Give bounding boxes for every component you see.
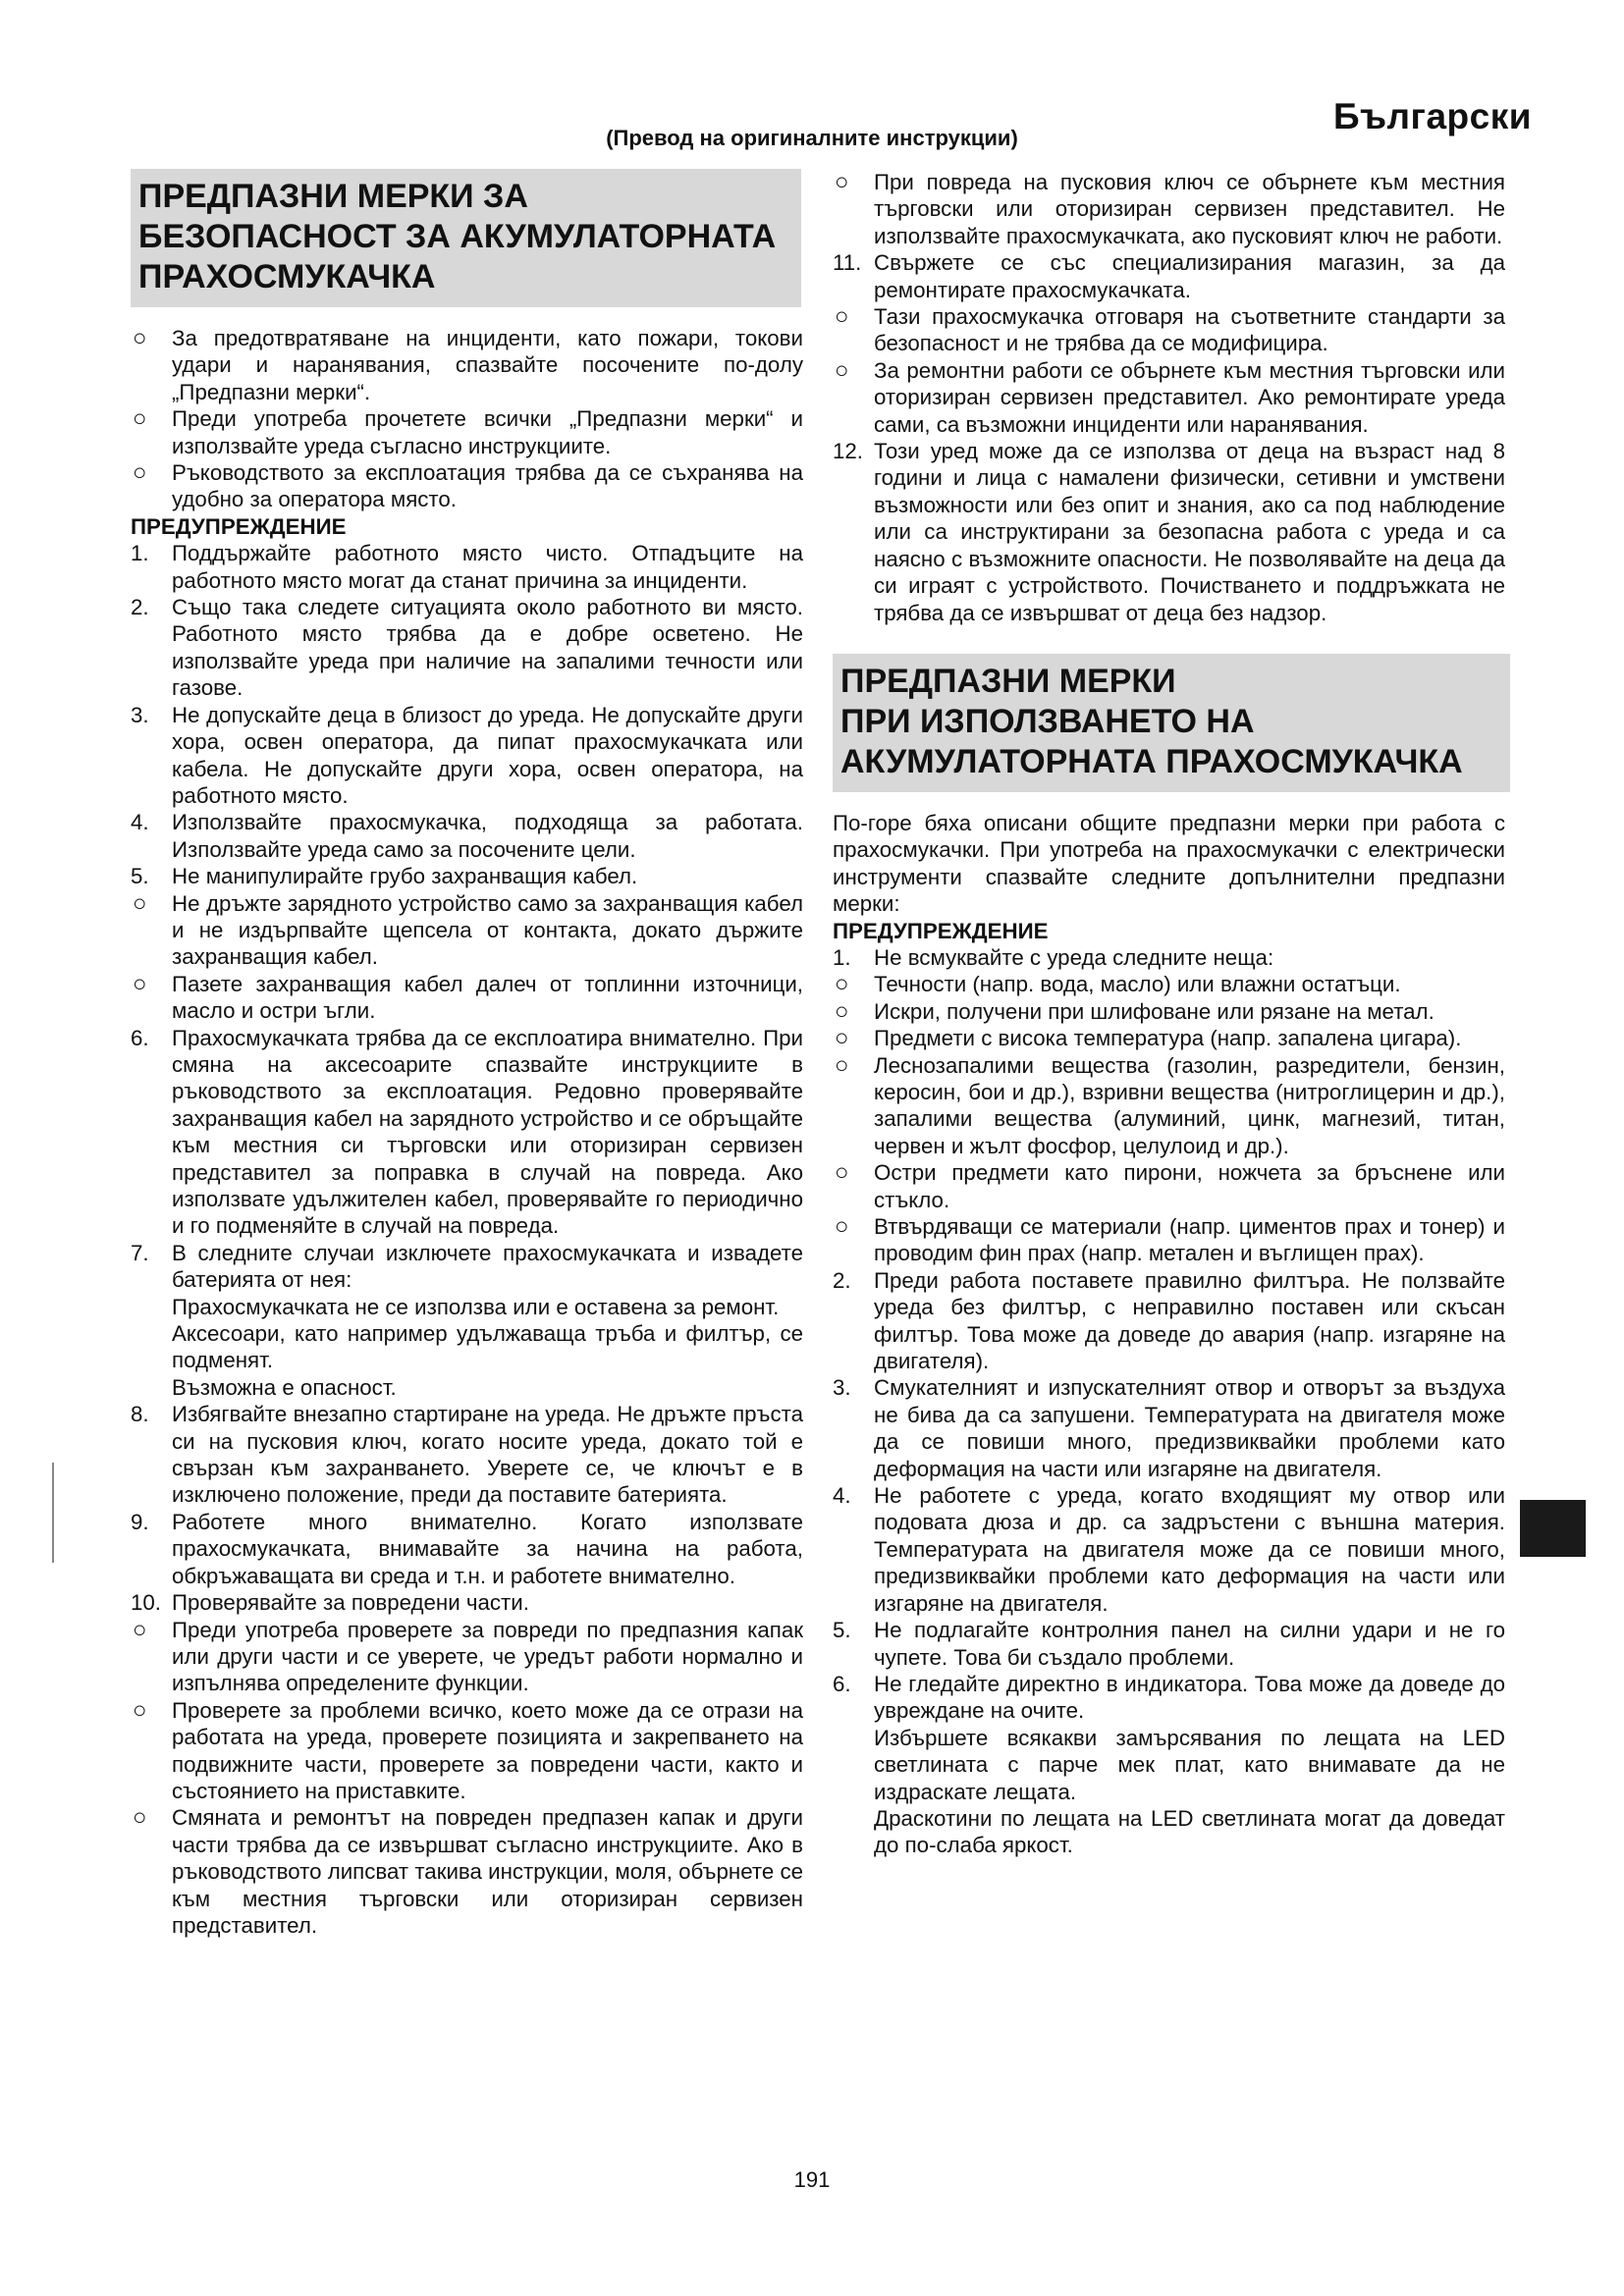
item-number: 1. bbox=[833, 944, 851, 970]
item-number: 3. bbox=[833, 1375, 851, 1401]
item-text: Този уред може да се използва от деца на възраст над 8 години и лица с намалени физически, сетивни и умствени възможности или без опит и знания, ако са под наблюдение или са инструктирани за безопасна работа с уреда и са наясно с възможните опасности. Не позволявайте на деца да си играят с устройството. Почистването и поддръжката не трябва да се извършват от деца без надзор. bbox=[874, 439, 1505, 625]
bullet-circle-icon: ○ bbox=[133, 970, 147, 997]
list-item bbox=[131, 1374, 803, 1401]
item-number: 1. bbox=[131, 541, 149, 566]
list-item bbox=[833, 1052, 1505, 1160]
bullet-circle-icon: ○ bbox=[133, 459, 147, 487]
item-text: Преди употреба прочетете всички „Предпазни мерки“ и използвайте уреда съгласно инструкциите. bbox=[172, 406, 803, 458]
list-item bbox=[833, 944, 1505, 971]
bullet-circle-icon: ○ bbox=[133, 1616, 147, 1643]
item-number: 6. bbox=[131, 1025, 149, 1050]
right-column bbox=[833, 169, 1505, 1859]
left-column bbox=[131, 169, 803, 1939]
list-item bbox=[833, 1159, 1505, 1213]
item-number: 12. bbox=[833, 439, 863, 464]
warning-label: ПРЕДУПРЕЖДЕНИЕ bbox=[131, 513, 347, 539]
bullet-circle-icon: ○ bbox=[133, 1804, 147, 1832]
list-item bbox=[131, 1294, 803, 1320]
list-item bbox=[131, 594, 803, 702]
list-item bbox=[833, 169, 1505, 249]
item-text: Не подлагайте контролния панел на силни удари и не го чупете. Това би създало проблеми. bbox=[874, 1618, 1505, 1670]
item-text: Пазете захранващия кабел далеч от топлинни източници, масло и остри ъгли. bbox=[172, 971, 803, 1024]
item-number: 3. bbox=[131, 702, 149, 727]
item-text: Драскотини по лещата на LED светлината могат да доведат до по-слаба яркост. bbox=[874, 1805, 1505, 1858]
list-item bbox=[131, 405, 803, 459]
item-text: Ръководството за експлоатация трябва да се съхранява на удобно за оператора място. bbox=[172, 460, 803, 512]
item-text: Свържете се със специализирания магазин, за да ремонтирате прахосмукачката. bbox=[874, 250, 1505, 302]
item-number: 2. bbox=[833, 1267, 851, 1293]
bullet-circle-icon: ○ bbox=[835, 1159, 849, 1187]
list-item bbox=[833, 998, 1505, 1025]
item-text: Смукателният и изпускателният отвор и отворът за въздуха не бива да са запушени. Температурата на двигателя може да се повиши много, предизвиквайки проблеми като деформация на части или изгаряне на двигателя. bbox=[874, 1375, 1505, 1481]
item-text: Проверете за проблеми всичко, което може да се отрази на работата на уреда, проверете позицията и закрепването на подвижните части, проверете за повредени части, както и състоянието на приставките. bbox=[172, 1697, 803, 1803]
item-text: Не дръжте зарядното устройство само за захранващия кабел и не издърпвайте щепсела от контакта, докато държите захранващия кабел. bbox=[172, 890, 803, 970]
list-item bbox=[833, 1617, 1505, 1671]
item-text: Избягвайте внезапно стартиране на уреда. Не дръжте пръста си на пусковия ключ, когато носите уреда, докато той е свързан към захранването. Уверете се, че ключът е в изключено положение, преди да поставите батерията. bbox=[172, 1402, 803, 1508]
item-text: Предмети с висока температура (напр. запалена цигара). bbox=[874, 1026, 1462, 1051]
item-text: Работете много внимателно. Когато използвате прахосмукачката, внимавайте за начина на работа, обкръжаващата ви среда и т.н. и работете внимателно. bbox=[172, 1509, 803, 1588]
bullet-circle-icon: ○ bbox=[835, 169, 849, 195]
item-number: 8. bbox=[131, 1402, 149, 1427]
left-intro-list bbox=[131, 325, 803, 513]
bullet-circle-icon: ○ bbox=[835, 997, 849, 1025]
list-item bbox=[131, 540, 803, 594]
item-number: 10. bbox=[131, 1590, 161, 1616]
item-text: Прахосмукачката не се използва или е оставена за ремонт. bbox=[172, 1294, 780, 1319]
list-item bbox=[833, 1671, 1505, 1725]
list-item bbox=[131, 325, 803, 405]
item-text: Възможна е опасност. bbox=[172, 1374, 397, 1400]
bullet-circle-icon: ○ bbox=[835, 1025, 849, 1052]
list-item bbox=[833, 249, 1505, 303]
section-heading-usage: ПРЕДПАЗНИ МЕРКИ ПРИ ИЗПОЛЗВАНЕТО НА АКУМУЛАТОРНАТА ПРАХОСМУКАЧКА bbox=[833, 654, 1510, 792]
bullet-circle-icon: ○ bbox=[835, 356, 849, 384]
list-item bbox=[131, 1320, 803, 1374]
bullet-circle-icon: ○ bbox=[835, 971, 849, 998]
item-number: 4. bbox=[833, 1483, 851, 1509]
item-number: 11. bbox=[833, 250, 862, 276]
item-text: За ремонтни работи се обърнете към местния търговски или оторизиран сервизен представител. Ако ремонтирате уреда сами, са възможни инциденти или наранявания. bbox=[874, 357, 1505, 437]
item-number: 7. bbox=[131, 1240, 149, 1265]
list-item bbox=[833, 1213, 1505, 1267]
list-item bbox=[833, 357, 1505, 438]
language-label: Български bbox=[1332, 96, 1532, 136]
list-item bbox=[131, 890, 803, 971]
item-number: 5. bbox=[131, 864, 149, 889]
list-item bbox=[131, 863, 803, 889]
item-text: Втвърдяващи се материали (напр. циментов прах и тонер) и проводим фин прах (напр. метален и въглищен прах). bbox=[874, 1214, 1505, 1266]
list-item bbox=[833, 1025, 1505, 1051]
item-text: Прахосмукачката трябва да се експлоатира внимателно. При смяна на аксесоарите спазвайте инструкциите в ръководството за експлоатация. Редовно проверявайте захранващия кабел на зарядното устройство и се обръщайте към местния си търговски или оторизиран сервизен представител за поправка в случай на повреда. Ако използвате удължителен кабел, проверявайте го периодично и го подменяйте в случай на повреда. bbox=[172, 1025, 803, 1239]
item-text: Остри предмети като пирони, ножчета за бръснене или стъкло. bbox=[874, 1160, 1505, 1212]
item-text: Поддържайте работното място чисто. Отпадъците на работното място могат да станат причина за инциденти. bbox=[172, 541, 803, 593]
list-item bbox=[833, 438, 1505, 626]
item-text: Смяната и ремонтът на повреден предпазен капак и други части трябва да се извършват съгласно инструкциите. Ако в ръководството липсват такива инструкции, моля, обърнете се към местния търговски или оторизиран сервизен представител. bbox=[172, 1805, 803, 1938]
item-text: Използвайте прахосмукачка, подходяща за работата. Използвайте уреда само за посочените цели. bbox=[172, 810, 803, 862]
list-item bbox=[131, 702, 803, 810]
list-item bbox=[131, 1617, 803, 1697]
item-text: Леснозапалими вещества (газолин, разредители, бензин, керосин, бои и др.), взривни вещества (нитроглицерин и др.), запалими вещества (алуминий, цинк, магнезий, титан, червен и жълт фосфор, целулоид и др.). bbox=[874, 1052, 1505, 1158]
bullet-circle-icon: ○ bbox=[133, 889, 147, 917]
list-item bbox=[833, 971, 1505, 997]
list-item bbox=[833, 1267, 1505, 1375]
item-text: Не всмуквайте с уреда следните неща: bbox=[874, 944, 1274, 970]
bullet-circle-icon: ○ bbox=[835, 1051, 849, 1079]
bullet-circle-icon: ○ bbox=[133, 325, 147, 351]
item-text: В следните случаи изключете прахосмукачката и извадете батерията от нея: bbox=[172, 1240, 803, 1293]
item-text: Проверявайте за повредени части. bbox=[172, 1590, 529, 1616]
item-number: 6. bbox=[833, 1671, 851, 1696]
list-item bbox=[131, 1589, 803, 1616]
item-number: 9. bbox=[131, 1509, 149, 1534]
item-number: 4. bbox=[131, 810, 149, 835]
list-item bbox=[131, 971, 803, 1025]
bullet-circle-icon: ○ bbox=[835, 303, 849, 331]
item-text: Не гледайте директно в индикатора. Това може да доведе до увреждане на очите. bbox=[874, 1671, 1505, 1724]
section-tab-marker bbox=[1520, 1500, 1586, 1557]
page-number: 191 bbox=[793, 2167, 831, 2192]
bullet-circle-icon: ○ bbox=[133, 1696, 147, 1724]
list-item bbox=[833, 303, 1505, 357]
list-item bbox=[833, 1482, 1505, 1617]
item-text: Искри, получени при шлифоване или рязане на метал. bbox=[874, 998, 1435, 1024]
item-text: Аксесоари, като например удължаваща тръба и филтър, се подменят. bbox=[172, 1321, 803, 1373]
list-item bbox=[131, 809, 803, 863]
item-text: Също така следете ситуацията около работното ви място. Работното място трябва да е добре осветено. Не използвайте уреда при наличие на запалими течности или газове. bbox=[172, 595, 803, 701]
list-item bbox=[833, 1725, 1505, 1805]
list-item bbox=[131, 1804, 803, 1939]
list-item bbox=[131, 1697, 803, 1805]
item-text: Течности (напр. вода, масло) или влажни остатъци. bbox=[874, 972, 1401, 997]
right-continued-list bbox=[833, 169, 1505, 626]
list-item bbox=[131, 1509, 803, 1589]
right-warning-list bbox=[833, 944, 1505, 1859]
usage-intro: По-горе бяха описани общите предпазни мерки при работа с прахосмукачки. При употреба на прахосмукачки с електрически инструменти спазвайте следните допълнителни предпазни мерки: bbox=[833, 810, 1505, 917]
list-item bbox=[833, 1805, 1505, 1859]
item-text: Избършете всякакви замърсявания по лещата на LED светлината с парче мек плат, като внимавате да не издраскате лещата. bbox=[874, 1725, 1505, 1804]
list-item bbox=[131, 1240, 803, 1294]
item-text: Преди работа поставете правилно филтъра. Не ползвайте уреда без филтър, с неправилно поставен или скъсан филтър. Това може да доведе до авария (напр. изгаряне на двигателя). bbox=[874, 1267, 1505, 1374]
section-heading-safety: ПРЕДПАЗНИ МЕРКИ ЗА БЕЗОПАСНОСТ ЗА АКУМУЛАТОРНАТА ПРАХОСМУКАЧКА bbox=[131, 169, 801, 307]
list-item bbox=[131, 1401, 803, 1509]
bullet-circle-icon: ○ bbox=[835, 1213, 849, 1240]
item-text: Тази прахосмукачка отговаря на съответните стандарти за безопасност и не трябва да се модифицира. bbox=[874, 304, 1505, 356]
item-text: Не допускайте деца в близост до уреда. Не допускайте други хора, освен оператора, да пипат прахосмукачката или кабела. Не допускайте други хора, освен оператора, на работното място. bbox=[172, 702, 803, 808]
bullet-circle-icon: ○ bbox=[133, 405, 147, 433]
item-text: За предотвратяване на инциденти, като пожари, токови удари и наранявания, спазвайте посочените по-долу „Предпазни мерки“. bbox=[172, 326, 803, 404]
list-item bbox=[131, 1025, 803, 1240]
left-margin-line bbox=[52, 1463, 54, 1563]
item-number: 5. bbox=[833, 1618, 851, 1643]
item-text: При повреда на пусковия ключ се обърнете към местния търговски или оторизиран сервизен представител. Не използвайте прахосмукачката, ако пусковият ключ не работи. bbox=[874, 170, 1505, 248]
left-warning-list bbox=[131, 540, 803, 1939]
warning-label: ПРЕДУПРЕЖДЕНИЕ bbox=[833, 918, 1049, 943]
item-text: Не манипулирайте грубо захранващия кабел. bbox=[172, 864, 638, 889]
item-text: Не работете с уреда, когато входящият му отвор или подовата дюза и др. са задръстени с външна материя. Температурата на двигателя може да се повиши много, предизвиквайки проблеми като деформация на части или изгаряне на двигателя. bbox=[874, 1483, 1505, 1616]
list-item bbox=[131, 459, 803, 513]
item-number: 2. bbox=[131, 595, 149, 620]
item-text: Преди употреба проверете за повреди по предпазния капак или други части и се уверете, че уредът работи нормално и изпълнява определените функции. bbox=[172, 1617, 803, 1696]
list-item bbox=[833, 1374, 1505, 1482]
translation-subtitle: (Превод на оригиналните инструкции) bbox=[606, 126, 1018, 150]
